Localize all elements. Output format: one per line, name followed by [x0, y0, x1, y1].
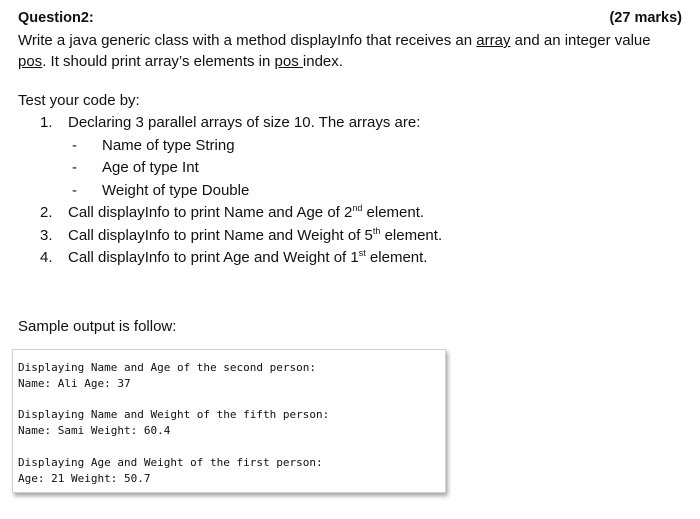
array-item-weight	[68, 180, 442, 203]
test-steps-list	[40, 112, 442, 270]
sample-heading: Sample output is follow:	[18, 318, 177, 335]
step-number: 4.	[40, 249, 53, 266]
pos-underlined: pos	[18, 53, 43, 70]
step-number: 2.	[40, 204, 53, 221]
step-text-end: element.	[380, 226, 443, 244]
step-number: 1.	[40, 114, 53, 131]
step-item-2	[40, 202, 442, 225]
output-line: Name: Sami Weight: 60.4	[18, 424, 171, 437]
question-description	[18, 30, 688, 72]
description-text-3: . It should print array’s elements in	[42, 53, 275, 70]
description-text-4: index.	[302, 53, 343, 70]
ordinal-suffix: nd	[352, 203, 363, 213]
sample-output-console	[12, 349, 446, 493]
test-heading: Test your code by:	[18, 92, 140, 109]
step-text: Call displayInfo to print Name and Age of 2	[68, 204, 353, 221]
step-text-end: element.	[365, 249, 428, 266]
output-line: Name: Ali Age: 37	[18, 377, 131, 390]
step-text-end: element.	[362, 204, 425, 221]
array-item-text: Age of type Int	[102, 159, 199, 176]
output-block-2	[18, 407, 329, 439]
description-text-2: and an integer value	[510, 32, 651, 49]
array-item-text: Name of type String	[102, 136, 235, 154]
output-block-1	[18, 360, 316, 392]
dash-bullet: -	[72, 181, 77, 199]
array-item-age	[68, 157, 442, 180]
arrays-list	[68, 135, 442, 203]
output-block-3	[18, 455, 323, 487]
question-marks: (27 marks)	[609, 10, 682, 26]
array-underlined: array	[476, 32, 511, 49]
ordinal-suffix: th	[372, 225, 381, 236]
array-item-name	[68, 135, 442, 158]
output-line: Displaying Name and Age of the second person:	[18, 361, 317, 374]
question-title: Question2:	[18, 10, 94, 26]
description-text-1: Write a java generic class with a method displayInfo that receives an	[18, 32, 477, 49]
pos-underlined-2: pos	[274, 53, 303, 70]
output-line: Displaying Age and Weight of the first person:	[18, 456, 323, 469]
ordinal-suffix: st	[358, 248, 366, 258]
dash-bullet: -	[72, 159, 77, 176]
step-item-1	[40, 112, 442, 202]
step-number: 3.	[40, 226, 53, 244]
step-item-3	[40, 225, 442, 248]
step-item-4	[40, 247, 442, 270]
output-line: Displaying Name and Weight of the fifth person:	[18, 408, 330, 421]
step-text: Call displayInfo to print Name and Weight of 5	[68, 226, 373, 244]
step-text: Call displayInfo to print Age and Weight of 1	[68, 249, 359, 266]
array-item-text: Weight of type Double	[102, 181, 250, 199]
step-text: Declaring 3 parallel arrays of size 10. The arrays are:	[68, 114, 421, 131]
dash-bullet: -	[72, 136, 77, 154]
question-header	[18, 10, 682, 26]
output-line: Age: 21 Weight: 50.7	[18, 472, 151, 485]
